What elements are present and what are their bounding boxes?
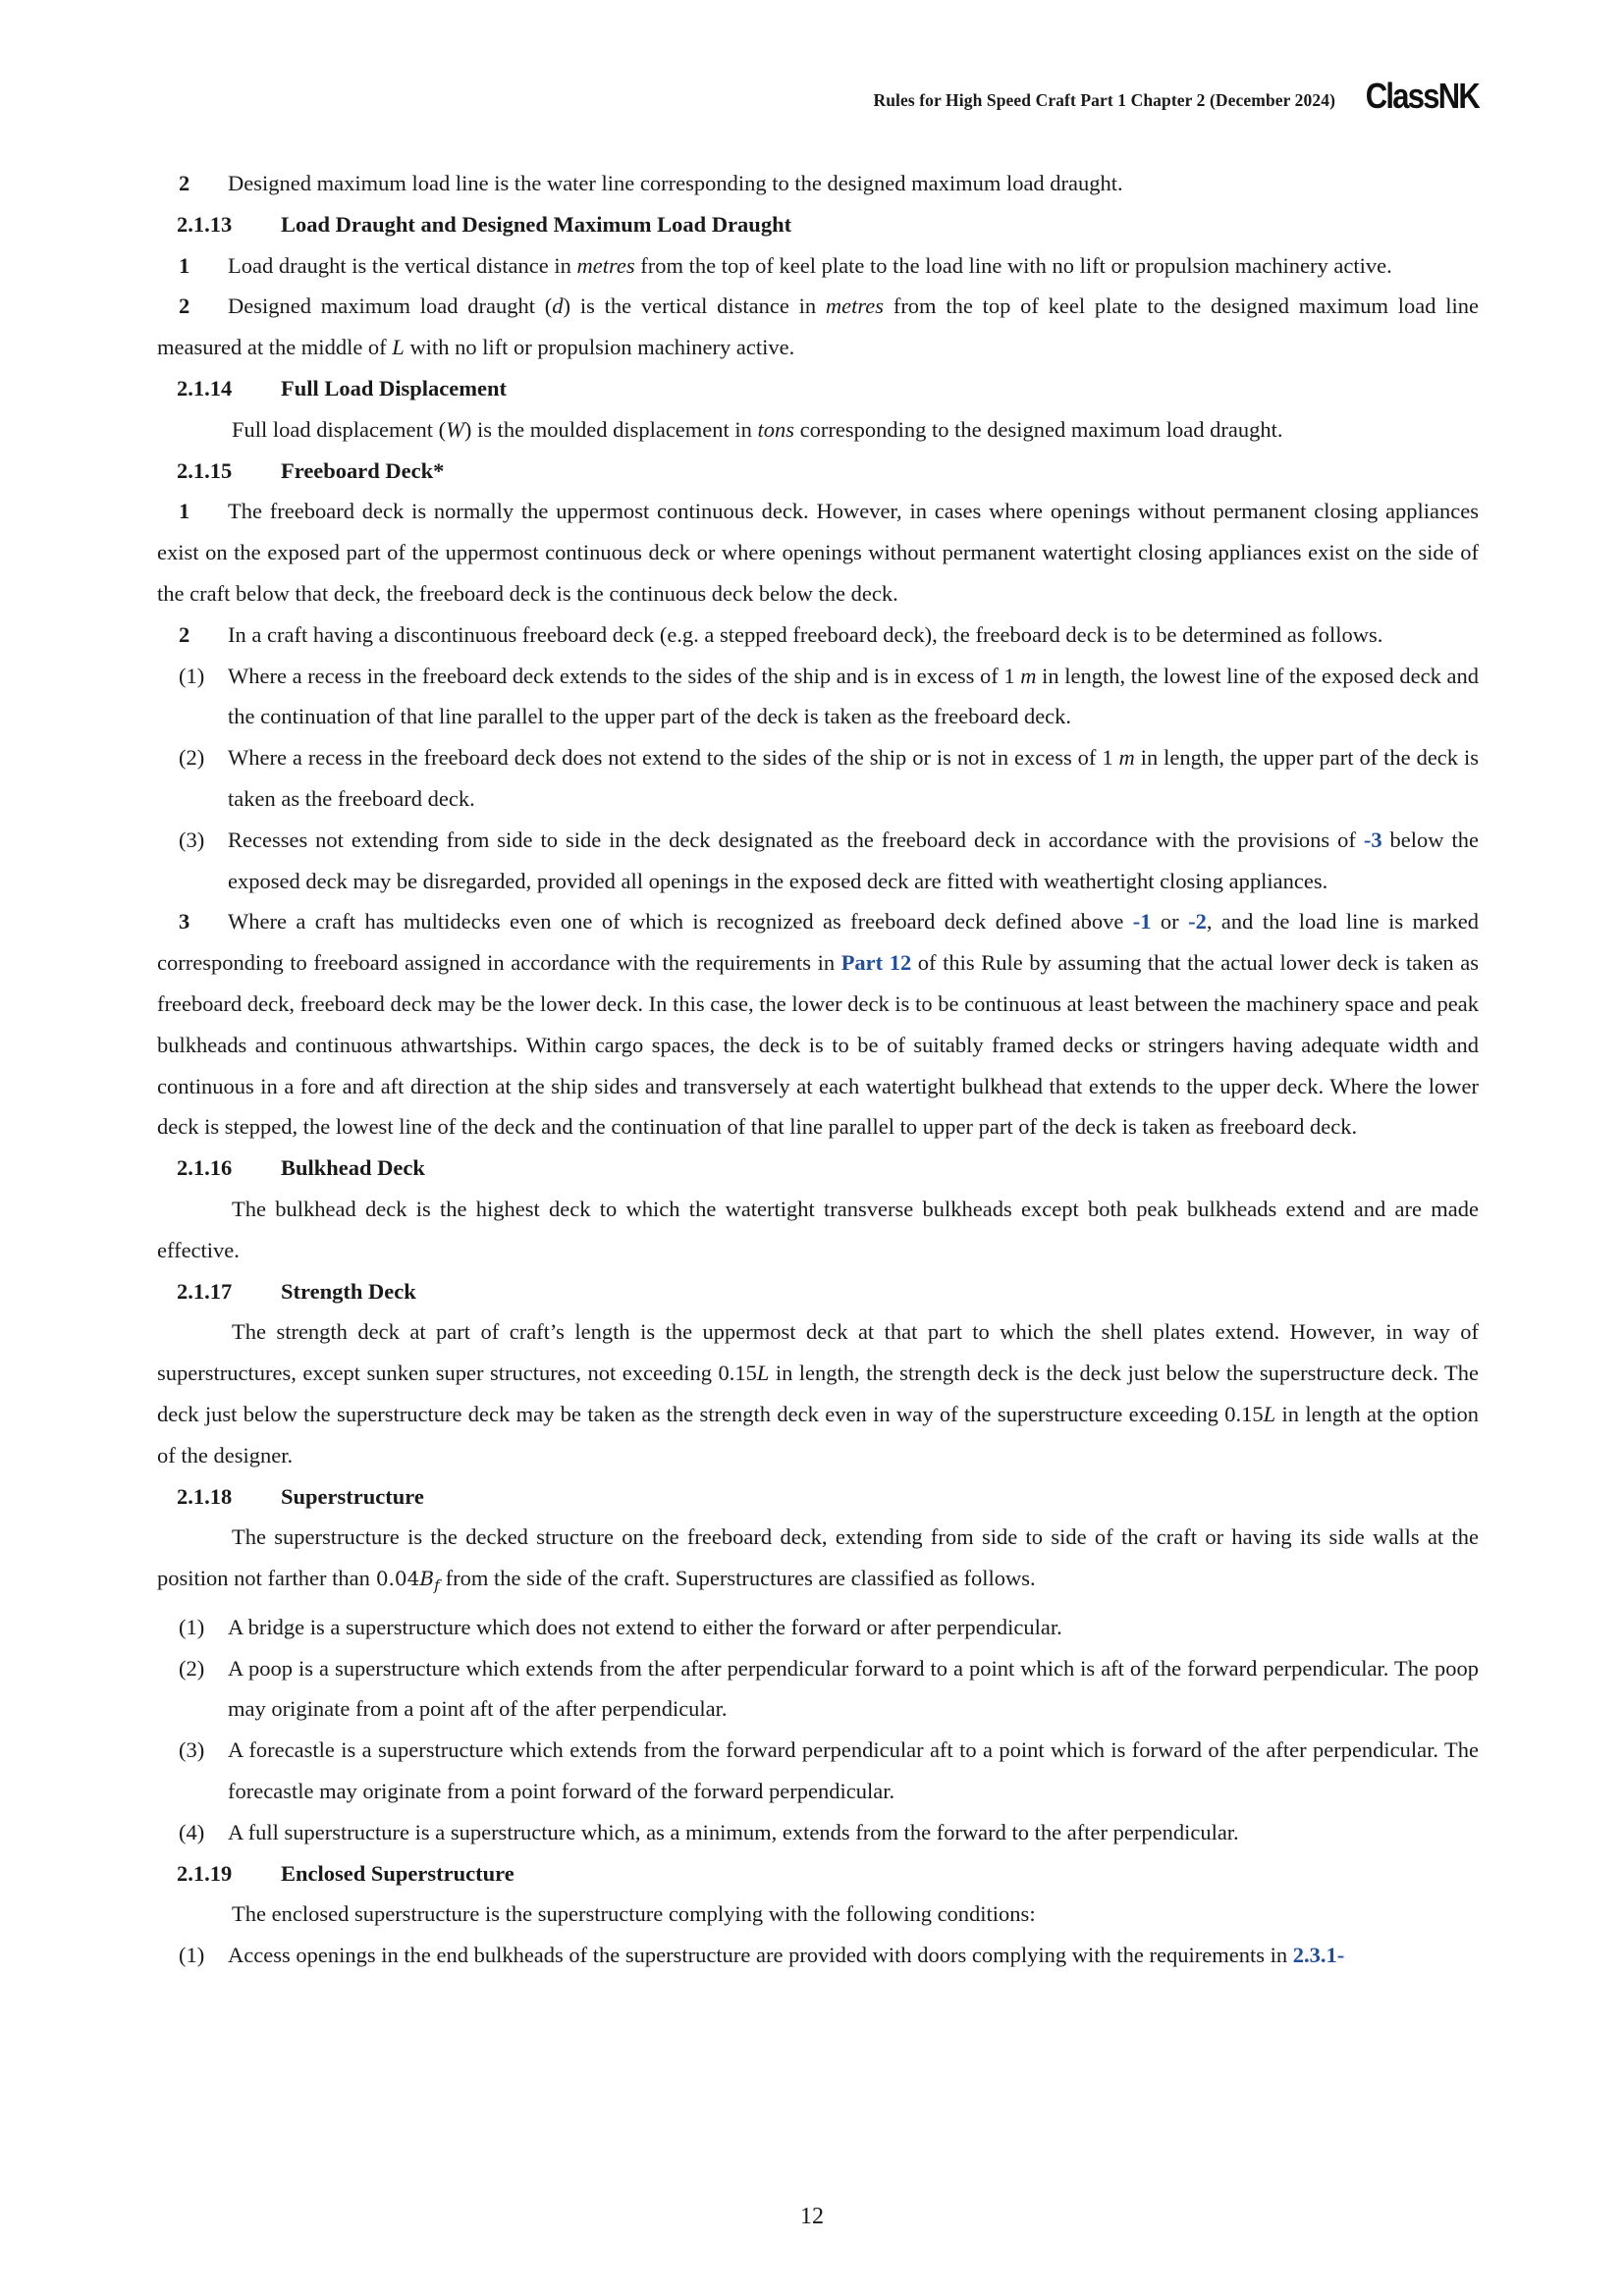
list-item: (4) A full superstructure is a superstructure which, as a minimum, extends from the forward to the after perpendicular.	[179, 1819, 1239, 1844]
section-heading: 2.1.14 Full Load Displacement	[177, 375, 508, 400]
cross-reference-link[interactable]: Part 12	[840, 950, 912, 976]
section-heading: 2.1.13 Load Draught and Designed Maximum Load Draught	[177, 211, 792, 237]
section-heading: 2.1.16 Bulkhead Deck	[177, 1155, 425, 1181]
list-item: (3) A forecastle is a superstructure which extends from the forward perpendicular aft to a point which is forward of the after perpendicular. The forecastle may originate from a point forward of the forward perpendicular.	[179, 1737, 1479, 1804]
paragraph: 2 Designed maximum load line is the water line corresponding to the designed maximum load draught.	[179, 171, 1123, 195]
paragraph: The bulkhead deck is the highest deck to which the watertight transverse bulkheads except both peak bulkheads extend and are made effective.	[157, 1196, 1479, 1262]
header-title: Rules for High Speed Craft Part 1 Chapter 2 (December 2024)	[873, 90, 1335, 110]
list-item: (1) Where a recess in the freeboard deck extends to the sides of the ship and is in excess of 1 m in length, the lowest line of the exposed deck and the continuation of that line parallel to the upper part of the deck is taken as the freeboard deck.	[179, 663, 1479, 729]
list-item: (2) Where a recess in the freeboard deck does not extend to the sides of the ship or is not in excess of 1 m in length, the upper part of the deck is taken as the freeboard deck.	[179, 745, 1479, 811]
page-header	[157, 77, 1479, 116]
paragraph: The superstructure is the decked structure on the freeboard deck, extending from side to side of the craft or having its side walls at the position not farther than $0.04B_f$ from the side of the craft. Superstructures are classified as follows.	[157, 1524, 1479, 1595]
math-expression: $0.04B_f$	[375, 1567, 440, 1595]
list-item: (2) A poop is a superstructure which extends from the after perpendicular forward to a point which is aft of the forward perpendicular. The poop may originate from a point aft of the after perpendicular.	[179, 1655, 1479, 1722]
section-heading: 2.1.15 Freeboard Deck*	[177, 457, 445, 483]
paragraph: Full load displacement (W) is the moulded displacement in tons corresponding to the designed maximum load draught.	[232, 416, 1283, 442]
section-heading: 2.1.19 Enclosed Superstructure	[177, 1860, 514, 1886]
paragraph: The enclosed superstructure is the superstructure complying with the following conditions:	[232, 1901, 1036, 1927]
paragraph: 2 Designed maximum load draught (d) is the vertical distance in metres from the top of keel plate to the designed maximum load line measured at the middle of L with no lift or propulsion machinery active.	[157, 294, 1479, 360]
classnk-logo: ClassNK	[1365, 76, 1479, 116]
cross-reference-link[interactable]: 2.3.1-	[1292, 1943, 1345, 1968]
document-body	[157, 163, 1479, 1976]
cross-reference-link[interactable]: -3	[1363, 827, 1382, 852]
paragraph: 3 Where a craft has multidecks even one of which is recognized as freeboard deck defined above -1 or -2, and the load line is marked corresponding to freeboard assigned in accordance with the requirements in Part 12 of this Rule by assuming that the actual lower deck is taken as freeboard deck, freeboard deck may be the lower deck. In this case, the lower deck is to be continuous at least between the machinery space and peak bulkheads and continuous athwartships. Within cargo spaces, the deck is to be of suitably framed decks or stringers having adequate width and continuous in a fore and aft direction at the ship sides and transversely at each watertight bulkhead that extends to the upper deck. Where the lower deck is stepped, the lowest line of the deck and the continuation of that line parallel to upper part of the deck is taken as freeboard deck.	[157, 909, 1479, 1140]
page-number: 12	[800, 2204, 824, 2229]
cross-reference-link[interactable]: -1	[1132, 909, 1152, 934]
cross-reference-link[interactable]: -2	[1188, 909, 1207, 934]
list-item: (1) A bridge is a superstructure which does not extend to either the forward or after perpendicular.	[179, 1614, 1062, 1639]
list-item: (3) Recesses not extending from side to side in the deck designated as the freeboard deck in accordance with the provisions of -3 below the exposed deck may be disregarded, provided all openings in the exposed deck are fitted with weathertight closing appliances.	[179, 827, 1479, 893]
list-item: (1) Access openings in the end bulkheads of the superstructure are provided with doors complying with the requirements in 2.3.1-	[179, 1943, 1345, 1968]
paragraph: 2 In a craft having a discontinuous freeboard deck (e.g. a stepped freeboard deck), the freeboard deck is to be determined as follows.	[179, 621, 1383, 647]
paragraph: The strength deck at part of craft’s length is the uppermost deck at that part to which the shell plates extend. However, in way of superstructures, except sunken super structures, not exceeding 0.15L in length, the strength deck is the deck just below the superstructure deck. The deck just below the superstructure deck may be taken as the strength deck even in way of the superstructure exceeding 0.15L in length at the option of the designer.	[157, 1319, 1479, 1468]
section-heading: 2.1.17 Strength Deck	[177, 1278, 416, 1304]
section-heading: 2.1.18 Superstructure	[177, 1483, 424, 1509]
paragraph: 1 Load draught is the vertical distance in metres from the top of keel plate to the load line with no lift or propulsion machinery active.	[179, 252, 1392, 278]
paragraph: 1 The freeboard deck is normally the uppermost continuous deck. However, in cases where openings without permanent closing appliances exist on the exposed part of the uppermost continuous deck or where openings without permanent watertight closing appliances exist on the side of the craft below that deck, the freeboard deck is the continuous deck below the deck.	[157, 499, 1479, 606]
